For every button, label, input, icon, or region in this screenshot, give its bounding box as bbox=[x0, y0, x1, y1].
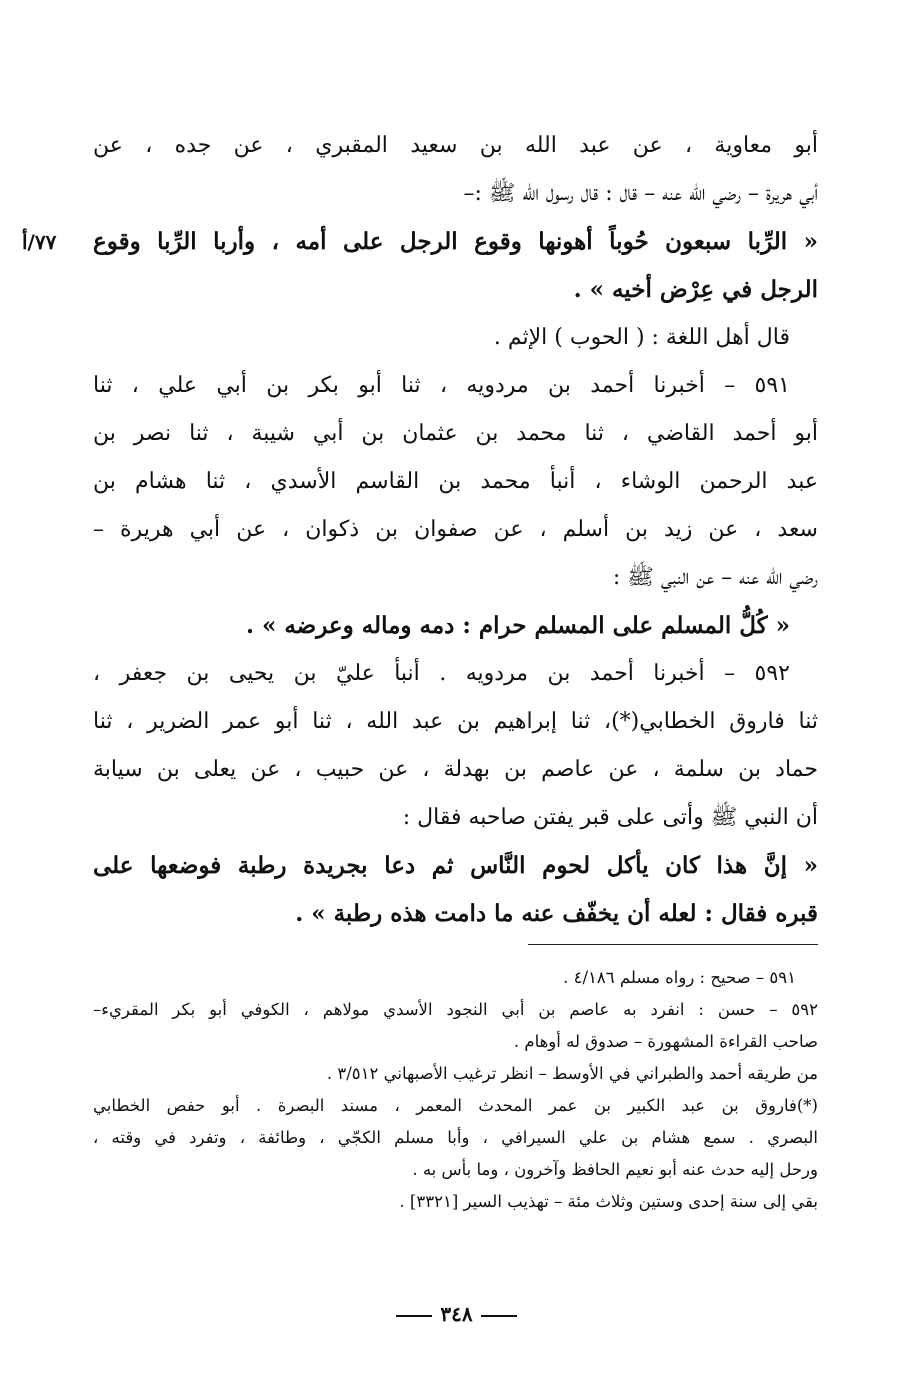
dash-decoration bbox=[481, 1315, 517, 1317]
text-line: أبي هريرة – رضي الله عنه – قال : قال رسول الله ﷺ :– bbox=[463, 181, 818, 206]
footnote-line: ورحل إليه حدث عنه أبو نعيم الحافظ وآخرون ، وما بأس به . bbox=[412, 1160, 818, 1179]
text-line: أبو معاوية ، عن عبد الله بن سعيد المقبري ، عن جده ، عن bbox=[93, 133, 818, 158]
text-line: قال أهل اللغة : ( الحوب ) الإثم . bbox=[493, 325, 790, 350]
footnote-line: من طريقه أحمد والطبراني في الأوسط – انظر ترغيب الأصبهاني ٣/٥١٢ . bbox=[326, 1064, 818, 1083]
hadith-text-line: « الرِّبا سبعون حُوباً أهونها وقوع الرجل على أمه ، وأربا الرِّبا وقوع bbox=[93, 228, 818, 255]
hadith-text-line: « إنَّ هذا كان يأكل لحوم النَّاس ثم دعا بجريدة رطبة فوضعها على bbox=[93, 852, 818, 879]
dash-decoration bbox=[396, 1315, 432, 1317]
manuscript-folio-note: ٧٧/أ bbox=[22, 230, 57, 254]
footnote-line: ٥٩١ – صحيح : رواه مسلم ٤/١٨٦ . bbox=[563, 968, 796, 987]
text-line: رضي الله عنه – عن النبي ﷺ : bbox=[612, 565, 818, 590]
footnote-line: البصري . سمع هشام بن علي السيرافي ، وأبا مسلم الكجّي ، وطائفة ، وتفرد في وقته ، bbox=[93, 1128, 818, 1147]
footnote-line: (*)فاروق بن عبد الكبير بن عمر المحدث المعمر ، مسند البصرة . أبو حفص الخطابي bbox=[93, 1096, 818, 1115]
footnote-divider bbox=[528, 944, 818, 945]
footnote-line: بقي إلى سنة إحدى وستين وثلاث مئة – تهذيب السير [٣٣٢١] . bbox=[399, 1192, 818, 1211]
text-line: ثنا فاروق الخطابي(*)، ثنا إبراهيم بن عبد الله ، ثنا أبو عمر الضرير ، ثنا bbox=[93, 709, 818, 734]
hadith-text-line: الرجل في عِرْض أخيه » . bbox=[573, 276, 818, 303]
text-line: أن النبي ﷺ وأتى على قبر يفتن صاحبه فقال : bbox=[402, 805, 818, 830]
hadith-chain-line: ٥٩١ – أخبرنا أحمد بن مردويه ، ثنا أبو بكر بن أبي علي ، ثنا bbox=[93, 373, 790, 398]
hadith-text-line: قبره فقال : لعله أن يخفّف عنه ما دامت هذه رطبة » . bbox=[295, 900, 818, 927]
footnote-line: ٥٩٢ – حسن : انفرد به عاصم بن أبي النجود الأسدي مولاهم ، الكوفي أبو بكر المقريء– bbox=[93, 1000, 818, 1019]
footnotes bbox=[93, 962, 818, 1218]
hadith-text-line: « كُلُّ المسلم على المسلم حرام : دمه وماله وعرضه » . bbox=[245, 612, 790, 639]
text-line: سعد ، عن زيد بن أسلم ، عن صفوان بن ذكوان ، عن أبي هريرة – bbox=[93, 517, 818, 542]
hadith-chain-line: ٥٩٢ – أخبرنا أحمد بن مردويه . أنبأ عليّ بن يحيى بن جعفر ، bbox=[93, 661, 790, 686]
page-number: ٣٤٨ bbox=[440, 1302, 473, 1326]
text-line: حماد بن سلمة ، عن عاصم بن بهدلة ، عن حبيب ، عن يعلى بن سيابة bbox=[93, 757, 818, 782]
page-number-footer bbox=[0, 1302, 913, 1326]
footnote-line: صاحب القراءة المشهورة – صدوق له أوهام . bbox=[513, 1032, 818, 1051]
text-line: أبو أحمد القاضي ، ثنا محمد بن عثمان بن أبي شيبة ، ثنا نصر بن bbox=[93, 421, 818, 446]
main-text bbox=[93, 122, 818, 938]
text-line: عبد الرحمن الوشاء ، أنبأ محمد بن القاسم الأسدي ، ثنا هشام بن bbox=[93, 469, 818, 494]
